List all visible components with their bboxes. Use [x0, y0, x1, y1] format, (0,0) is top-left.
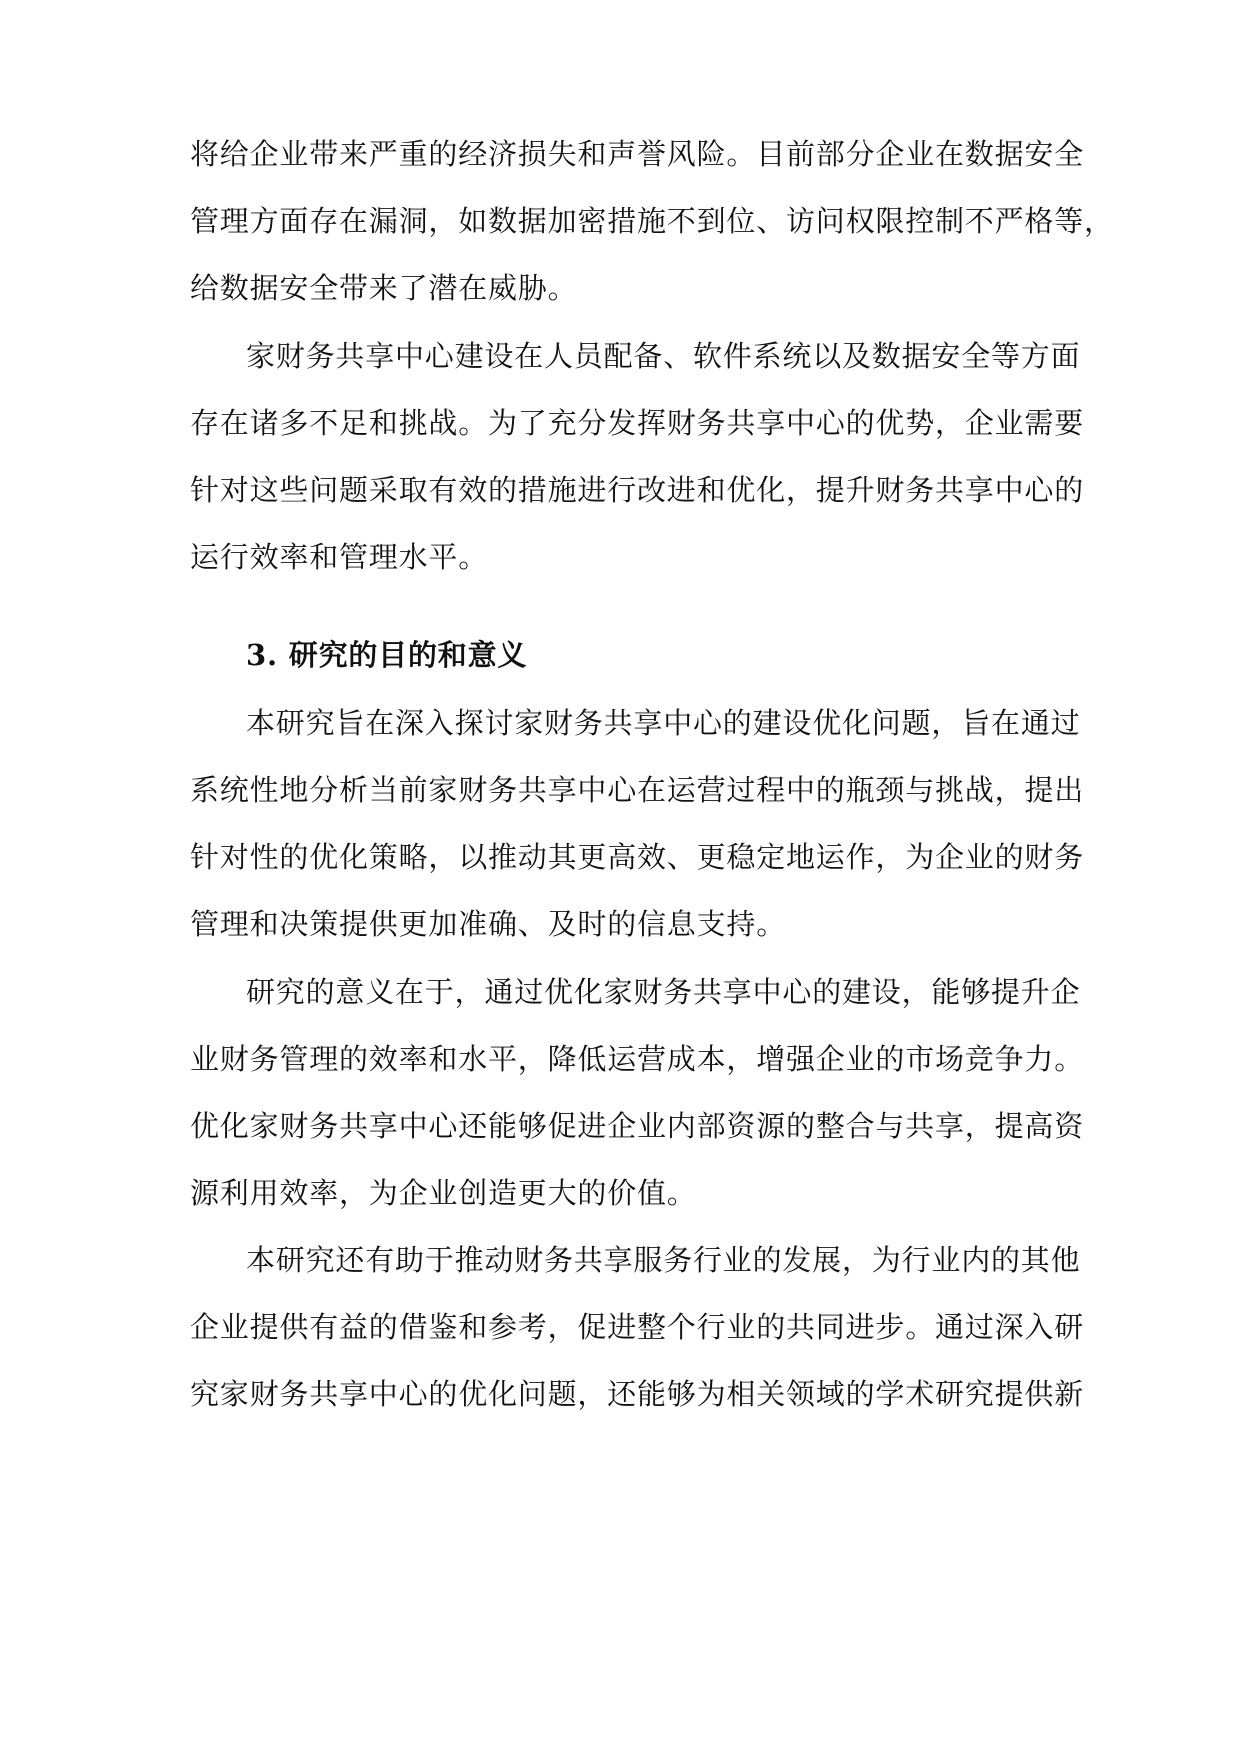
- paragraph-line: 业财务管理的效率和水平，降低运营成本，增强企业的市场竞争力。: [190, 1042, 1085, 1076]
- paragraph-line: 存在诸多不足和挑战。为了充分发挥财务共享中心的优势，企业需要: [190, 406, 1085, 440]
- paragraph-line: 管理方面存在漏洞，如数据加密措施不到位、访问权限控制不严格等，: [190, 204, 1114, 238]
- paragraph-line: 源利用效率，为企业创造更大的价值。: [190, 1176, 697, 1210]
- paragraph-line: 本研究旨在深入探讨家财务共享中心的建设优化问题，旨在通过: [246, 706, 1081, 740]
- paragraph-line: 研究的意义在于，通过优化家财务共享中心的建设，能够提升企: [246, 975, 1081, 1009]
- paragraph-line: 系统性地分析当前家财务共享中心在运营过程中的瓶颈与挑战，提出: [190, 773, 1085, 807]
- section-heading: 3. 研究的目的和意义: [246, 638, 528, 672]
- paragraph-line: 给数据安全带来了潜在威胁。: [190, 271, 578, 305]
- paragraph-line: 优化家财务共享中心还能够促进企业内部资源的整合与共享，提高资: [190, 1109, 1085, 1143]
- paragraph-line: 企业提供有益的借鉴和参考，促进整个行业的共同进步。通过深入研: [190, 1310, 1085, 1344]
- paragraph-line: 究家财务共享中心的优化问题，还能够为相关领域的学术研究提供新: [190, 1377, 1085, 1411]
- paragraph-line: 管理和决策提供更加准确、及时的信息支持。: [190, 907, 787, 941]
- paragraph-line: 本研究还有助于推动财务共享服务行业的发展，为行业内的其他: [246, 1243, 1081, 1277]
- paragraph-line: 将给企业带来严重的经济损失和声誉风险。目前部分企业在数据安全: [190, 137, 1085, 171]
- paragraph-line: 针对这些问题采取有效的措施进行改进和优化，提升财务共享中心的: [190, 473, 1085, 507]
- paragraph-line: 运行效率和管理水平。: [190, 540, 489, 574]
- paragraph-line: 家财务共享中心建设在人员配备、软件系统以及数据安全等方面: [246, 339, 1081, 373]
- paragraph-line: 针对性的优化策略，以推动其更高效、更稳定地运作，为企业的财务: [190, 840, 1085, 874]
